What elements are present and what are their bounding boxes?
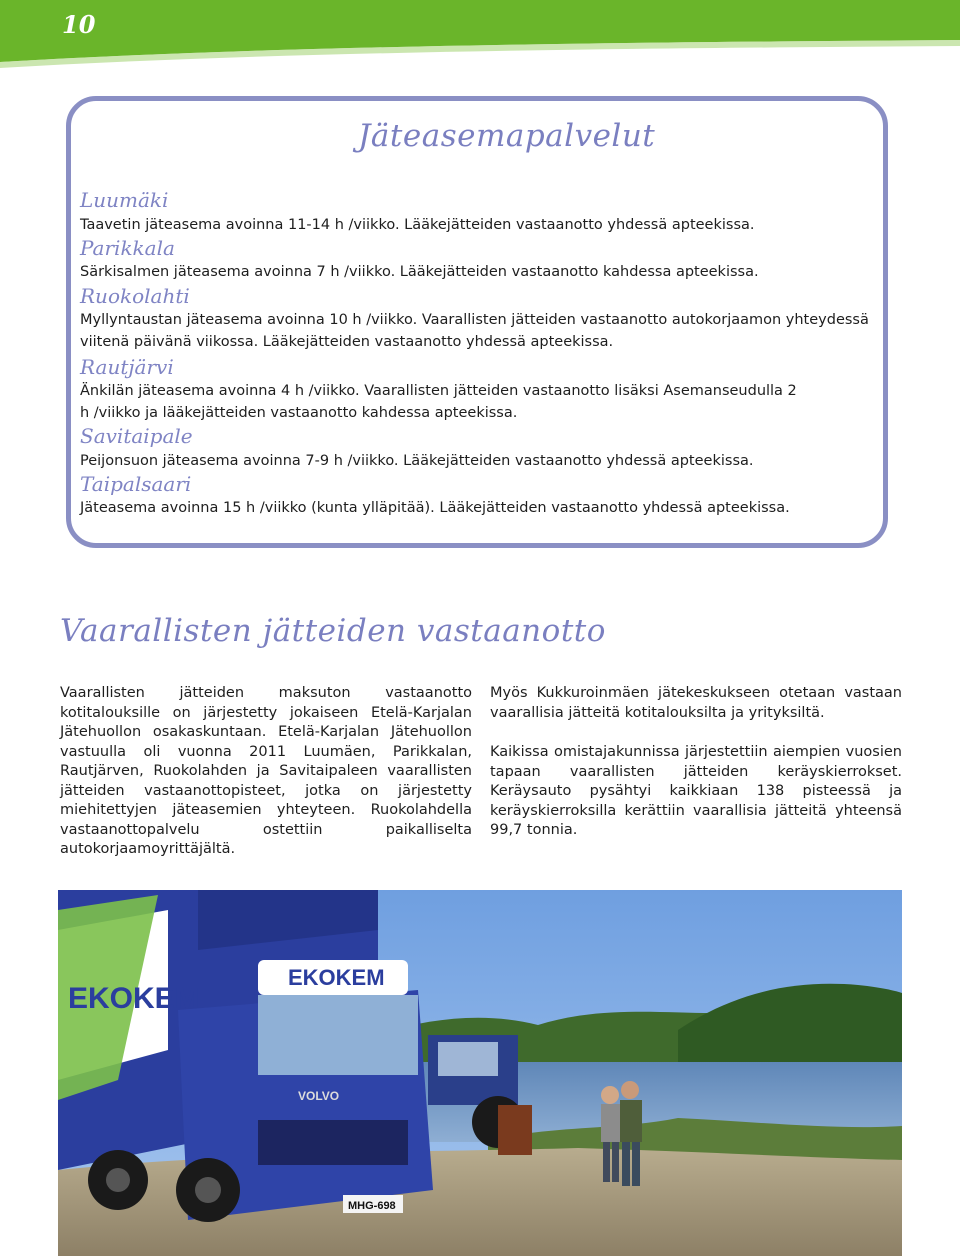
municipality-text: Myllyntaustan jäteasema avoinna 10 h /viikko. Vaarallisten jätteiden vastaanotto autokorjaamon yhteydessä viitenä päivänä viikossa. Lääkejätteiden vastaanotto yhdessä apteekissa. — [80, 312, 869, 350]
barrel — [498, 1105, 532, 1155]
header-band — [0, 0, 960, 70]
municipality-text: Jäteasema avoinna 15 h /viikko (kunta ylläpitää). Lääkejätteiden vastaanotto yhdessä apteekissa. — [80, 500, 790, 516]
section-title: Vaarallisten jätteiden vastaanotto — [60, 613, 606, 649]
municipality-text: Änkilän jäteasema avoinna 4 h /viikko. Vaarallisten jätteiden vastaanotto lisäksi Asemanseudulla 2 h /viikko ja lääkejätteiden vastaanotto kahdessa apteekissa. — [80, 383, 797, 421]
box-title: Jäteasemapalvelut — [358, 118, 656, 154]
truck-photo — [58, 890, 902, 1256]
municipality-heading: Rautjärvi — [80, 355, 174, 379]
municipality-text: Särkisalmen jäteasema avoinna 7 h /viikko. Lääkejätteiden vastaanotto kahdessa apteekissa. — [80, 264, 759, 280]
left-column — [60, 684, 472, 880]
truck — [58, 890, 433, 1222]
municipality-text: Taavetin jäteasema avoinna 11-14 h /viikko. Lääkejätteiden vastaanotto yhdessä apteekissa. — [80, 217, 755, 233]
page-number: 10 — [62, 10, 96, 39]
paragraph: Myös Kukkuroinmäen jätekeskukseen otetaan vastaan vaarallisia jätteitä kotitalouksilta ja yrityksiltä. — [490, 685, 902, 721]
svg-text:MHG-698: MHG-698 — [348, 1200, 396, 1212]
truck-side-logo: EKOKEM — [68, 982, 200, 1015]
paragraph: Kaikissa omistajakunnissa järjestettiin aiempien vuosien tapaan vaarallisten jätteiden keräyskierrokset. Keräysauto pysähtyi kaikkiaan 138 pisteessä ja keräyskierroksilla kerättiin vaarallisia jätteitä yhteensä 99,7 tonnia. — [490, 744, 902, 838]
municipality-heading: Savitaipale — [80, 424, 193, 448]
municipality-text: Peijonsuon jäteasema avoinna 7-9 h /viikko. Lääkejätteiden vastaanotto yhdessä apteekissa. — [80, 453, 754, 469]
right-column — [490, 684, 902, 861]
municipality-heading: Luumäki — [80, 188, 169, 212]
municipality-heading: Taipalsaari — [80, 472, 192, 496]
svg-text:EKOKEM: EKOKEM — [288, 965, 385, 990]
svg-text:VOLVO: VOLVO — [298, 1089, 340, 1103]
municipality-heading: Ruokolahti — [80, 284, 190, 308]
municipality-heading: Parikkala — [80, 236, 175, 260]
paragraph: Vaarallisten jätteiden maksuton vastaanotto kotitalouksille on järjestetty jokaiseen Etelä-Karjalan Jätehuollon osakaskuntaan. Etelä-Karjalan Jätehuollon vastuulla oli vuonna 2011 Luumäen, Parikkalan, Rautjärven, Ruokolahden ja Savitaipaleen vaarallisten jätteiden vastaanottopisteet, jotka on järjestetty miehitettyjen jäteasemien yhteyteen. Ruokolahdella vastaanottopalvelu ostettiin paikalliselta autokorjaamoyrittäjältä. — [60, 685, 472, 857]
